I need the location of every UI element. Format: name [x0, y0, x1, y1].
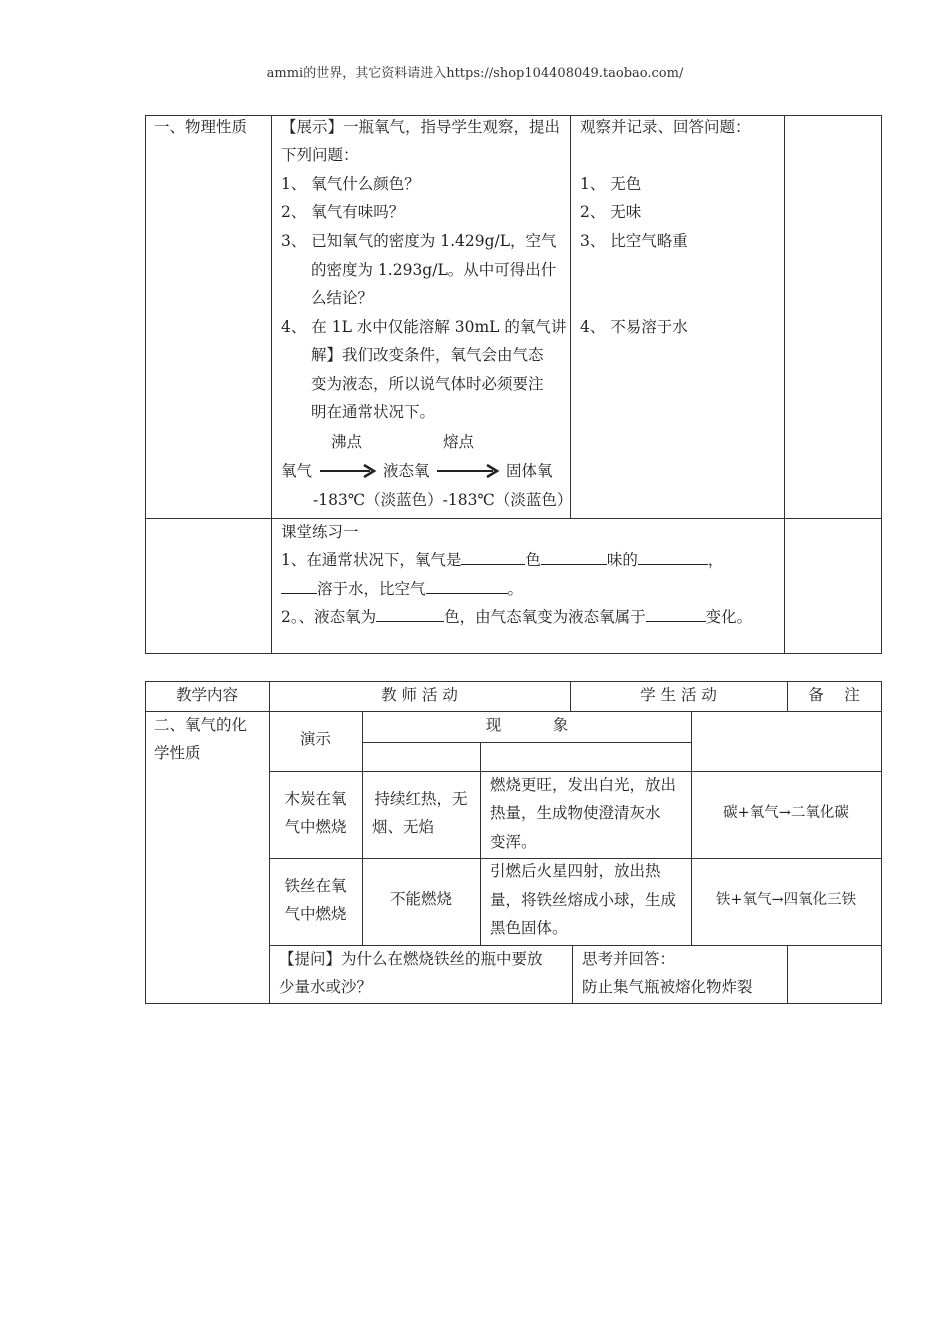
question-4-line4: 明在通常状况下。	[311, 403, 436, 421]
boiling-point-label: 沸点	[331, 433, 363, 451]
practice-line3-part-a: 2。、液态氧为	[281, 608, 377, 626]
student-intro: 观察并记录、回答问题：	[580, 118, 751, 136]
question-4-line1: 4、 在 1L 水中仅能溶解 30mL 的氧气讲	[281, 318, 567, 336]
question-4-line2: 解】我们改变条件，氧气会由气态	[311, 346, 544, 364]
question-1: 1、 氧气什么颜色？	[281, 175, 420, 193]
section-title-chemical-line2: 学性质	[154, 744, 201, 762]
header-student-activity: 学 生 活 动	[640, 686, 717, 704]
section-title-chemical-line1: 二、氧气的化	[154, 716, 248, 734]
state-solid-label: 固体氧	[506, 462, 553, 480]
state-liquid-label: 液态氧	[383, 462, 430, 480]
header-content: 教学内容	[175, 686, 238, 704]
blank-state[interactable]	[638, 550, 708, 565]
phenomenon-label: 现 象	[485, 716, 569, 734]
row-iron-in-air: 不能燃烧	[389, 890, 452, 908]
answer-line1: 思考并回答：	[582, 950, 676, 968]
question-2: 2、 氧气有味吗？	[281, 203, 405, 221]
practice-line1-part-a: 1、在通常状况下，氧气是	[281, 551, 462, 569]
blank-change-type[interactable]	[646, 607, 706, 622]
row-charcoal-name-line2: 气中燃烧	[284, 818, 347, 836]
teacher-intro-line1: 【展示】一瓶氧气，指导学生观察，提出	[281, 118, 561, 136]
row-iron-name-line2: 气中燃烧	[284, 905, 347, 923]
practice-line3	[281, 603, 752, 632]
row-charcoal-name-line1: 木炭在氧	[284, 790, 347, 808]
practice-line2	[281, 575, 523, 604]
question-line2: 少量水或沙？	[279, 978, 373, 996]
row-iron-name-line1: 铁丝在氧	[284, 877, 347, 895]
arrow-right-icon	[320, 463, 378, 479]
blank-smell[interactable]	[541, 550, 607, 565]
blank-liquid-color[interactable]	[376, 607, 444, 622]
melting-point-label: 熔点	[443, 433, 475, 451]
question-line1: 【提问】为什么在燃烧铁丝的瓶中要放	[279, 950, 543, 968]
temperature-line: -183℃（淡蓝色）-183℃（淡蓝色）	[313, 491, 573, 509]
answer-line2: 防止集气瓶被熔化物炸裂	[582, 978, 753, 996]
question-3-line2: 的密度为 1.293g/L。从中可得出什	[311, 261, 557, 279]
state-gas-label: 氧气	[281, 462, 313, 480]
row-charcoal-equation	[691, 799, 881, 828]
row-charcoal-product: 二氧化碳	[790, 805, 849, 821]
question-3-line3: 么结论？	[311, 289, 374, 307]
row-charcoal-in-air-line1: 持续红热，无	[374, 790, 468, 808]
practice-line3-part-c: 变化。	[705, 608, 753, 626]
teacher-intro-line2: 下列问题：	[281, 146, 359, 164]
practice-title: 课堂练习一	[281, 523, 359, 541]
practice-line2-part-b: 。	[507, 580, 524, 598]
demo-label: 演示	[299, 730, 331, 748]
row-charcoal-in-oxygen-line2: 热量，生成物使澄清灰水	[490, 804, 661, 822]
page-header: ammi的世界，其它资料请进入https://shop104408049.taobao.com/	[266, 66, 684, 81]
header-teacher-activity: 教 师 活 动	[381, 686, 458, 704]
row-charcoal-in-air-line2: 烟、无焰	[372, 818, 435, 836]
question-3-line1: 3、 已知氧气的密度为 1.429g/L，空气	[281, 232, 557, 250]
answer-4: 4、 不易溶于水	[580, 318, 688, 336]
practice-line3-part-b: 色，由气态氧变为液态氧属于	[444, 608, 646, 626]
row-charcoal-reactants: 碳+氧气	[723, 805, 779, 821]
arrow-right-icon	[437, 463, 501, 479]
answer-2: 2、 无味	[580, 203, 642, 221]
row-iron-reactants: 铁+氧气	[715, 892, 772, 908]
blank-color[interactable]	[461, 550, 525, 565]
header-notes: 备 注	[808, 686, 860, 704]
answer-3: 3、 比空气略重	[580, 232, 688, 250]
arrow-right-icon: →	[771, 892, 784, 908]
blank-solubility[interactable]	[281, 579, 317, 594]
row-charcoal-in-oxygen-line3: 变浑。	[490, 833, 537, 851]
row-iron-in-oxygen-line3: 黑色固体。	[490, 919, 568, 937]
practice-line2-part-a: 溶于水，比空气	[317, 580, 426, 598]
section-title-physical: 一、物理性质	[154, 118, 248, 136]
practice-line1-part-d: ，	[707, 551, 724, 569]
practice-line1-part-b: 色	[525, 551, 541, 569]
row-charcoal-in-oxygen-line1: 燃烧更旺，发出白光，放出	[490, 776, 677, 794]
row-iron-in-oxygen-line2: 量，将铁丝熔成小球，生成	[490, 891, 677, 909]
question-4-line3: 变为液态，所以说气体时必须要注	[311, 375, 544, 393]
arrow-right-icon: →	[778, 805, 791, 821]
row-iron-in-oxygen-line1: 引燃后火星四射，放出热	[490, 862, 661, 880]
practice-line1-part-c: 味的	[606, 551, 638, 569]
answer-1: 1、 无色	[580, 175, 642, 193]
row-iron-product: 四氧化三铁	[783, 892, 857, 908]
row-iron-equation	[691, 886, 881, 915]
blank-density[interactable]	[426, 579, 508, 594]
practice-line1	[281, 546, 723, 575]
